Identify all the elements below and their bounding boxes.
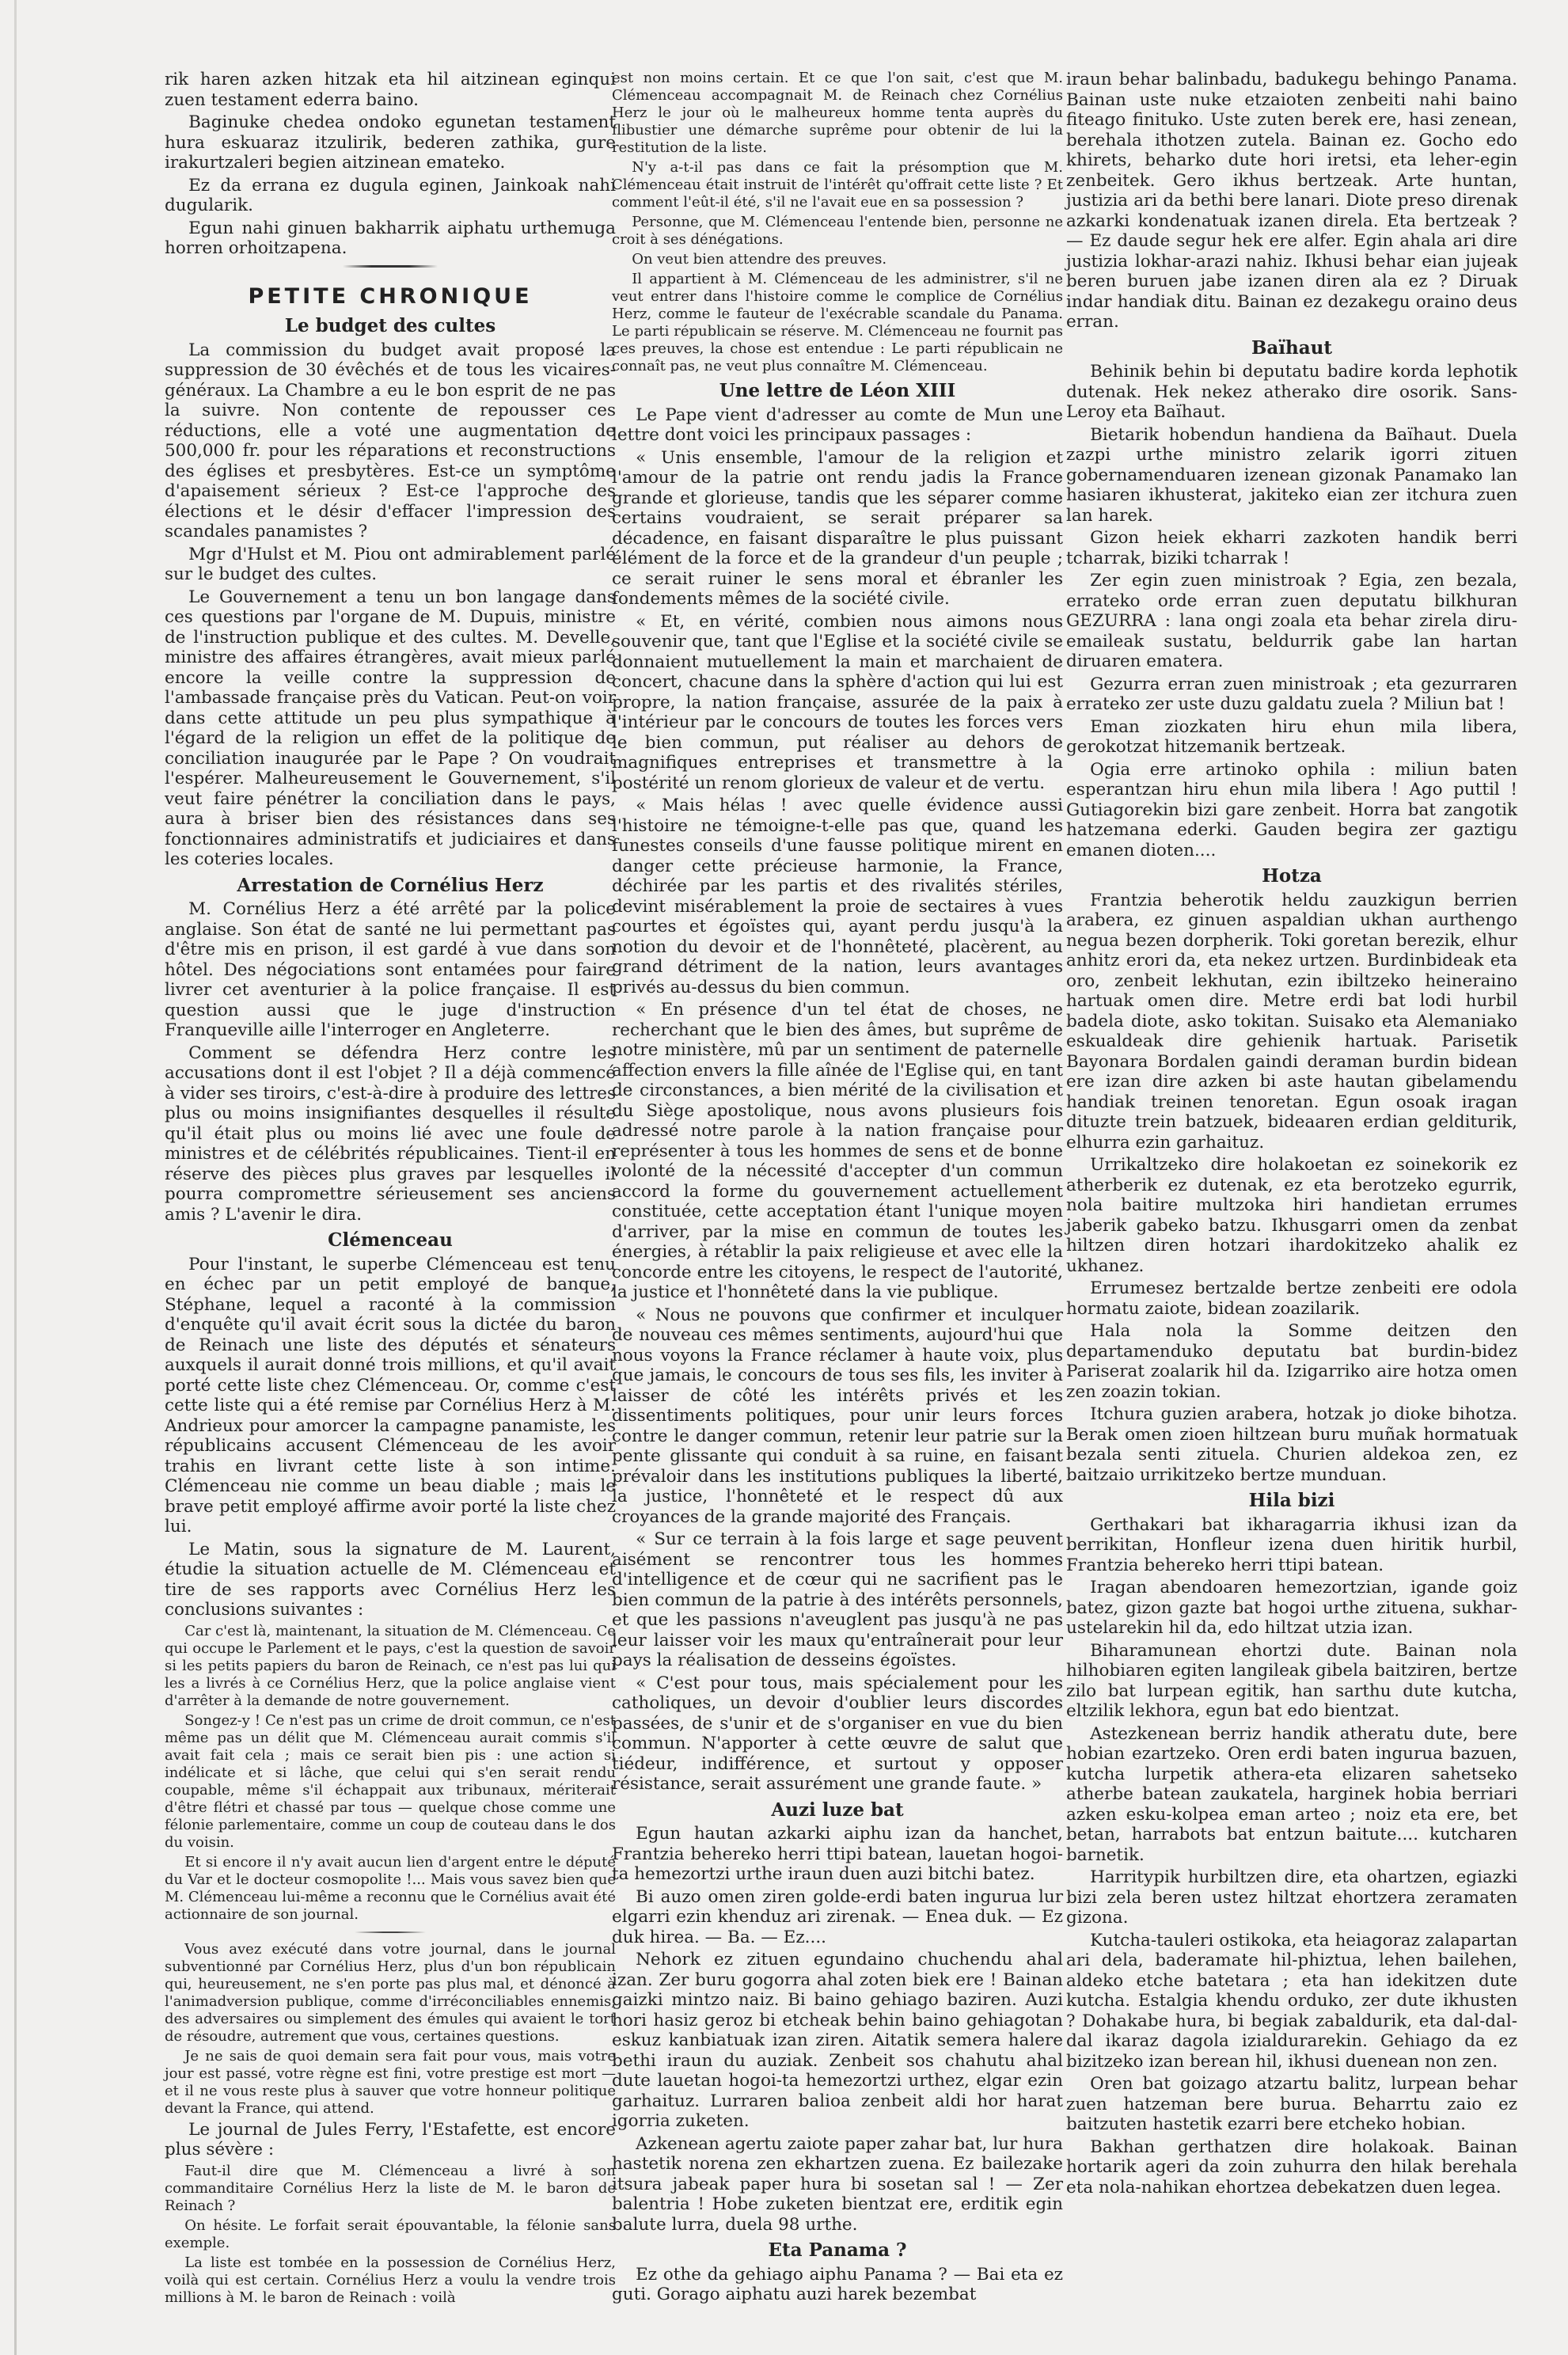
quote-paragraph: Faut-il dire que M. Clémenceau a livré à son commanditaire Cornélius Herz la liste de M. le baron de Reinach ? xyxy=(165,2162,616,2214)
paragraph: Eman ziozkaten hiru ehun mila libera, gerokotzat hitzemanik bertzeak. xyxy=(1066,716,1517,757)
article-title-hila-bizi: Hila bizi xyxy=(1248,1490,1335,1511)
quote-paragraph: Il appartient à M. Clémenceau de les administrer, s'il ne veut entrer dans l'histoire comme le complice de Cornélius Herz, comme le fauteur de l'exécrable scandale du Panama. Le parti républicain se réserve. M. Clémenceau ne fournit pas ces preuves, la chose est entendue : Le parti républicain ne connaît pas, ne veut plus connaître M. Clémenceau. xyxy=(612,271,1063,374)
article-title-baihaut: Baïhaut xyxy=(1251,336,1333,359)
paragraph: Bietarik hobendun handiena da Baïhaut. Duela zazpi urthe ministro zelarik igorri zituen gobernamenduaren izenean gizonak Panamako lan hasiaren ikhusterat, jakiteko eian zer itchura zuen lan harek. xyxy=(1066,424,1517,526)
paragraph: « Mais hélas ! avec quelle évidence aussi l'histoire ne témoigne-t-elle pas que, quand les funestes conseils d'une fausse politique mirent en danger cette précieuse harmonie, la France, déchirée par les partis et des rivalités stériles, devint misérablement la proie de sectaires à vues courtes et égoïstes qui, ayant perdu jusqu'à la notion du devoir et de l'honnêteté, placèrent, au grand détriment de la nation, leurs avantages privés au-dessus du bien commun. xyxy=(612,796,1063,997)
paragraph: « Nous ne pouvons que confirmer et inculquer de nouveau ces mêmes sentiments, aujourd'hui que nous voyons la France réclamer à haute voix, plus que jamais, le concours de tous ses fils, les inviter à laisser de côté les intérêts privés et les dissentiments politiques, pour unir leurs forces contre le danger commun, retenir leur patrie sur la pente glissante qui conduit à sa ruine, en faisant prévaloir dans les institutions publiques la liberté, la justice, l'honnêteté et le respect dû aux croyances de la grande majorité des Français. xyxy=(612,1305,1063,1527)
paragraph: Nehork ez zituen egundaino chuchendu ahal izan. Zer buru gogorra ahal zoten biek ere ! Bainan gaizki mintzo naiz. Bi baino gehiago baziren. Auzi hori hasiz geroz bi etcheak behin baino gehiagotan eskuz kanbiatuak izan ziren. Aitatik semera halere bethi iraun du auziak. Zenbeit sos chahutu ahal dute lauetan hogoi-ta hemezortzi urthez, elgar ezin garhaituz. Lurraren balioa zenbeit aldi hor harat igorria zuketen. xyxy=(612,1950,1063,2131)
paragraph: Errumesez bertzalde bertze zenbeiti ere odola hormatu zaiote, bidean zoazilarik. xyxy=(1066,1278,1517,1319)
quote-paragraph: Personne, que M. Clémenceau l'entende bien, personne ne croit à ses dénégations. xyxy=(612,214,1063,248)
paragraph: La commission du budget avait proposé la suppression de 30 évêchés et de tous les vicaires-généraux. La Chambre a eu le bon esprit de ne pas la suivre. Non contente de repousser ces réductions, elle a voté une augmentation de 500,000 fr. pour les réparations et reconstructions des églises et presbytères. Est-ce un symptôme d'apaisement sérieux ? Est-ce l'approche des élections et le désir d'effacer l'impression des scandales panamistes ? xyxy=(165,340,616,541)
paragraph: Pour l'instant, le superbe Clémenceau est tenu en échec par un petit employé de banque, Stéphane, lequel a raconté à la commission d'enquête qu'il avait écrit sous la dictée du baron de Reinach une liste des députés et sénateurs auxquels il aurait donné trois millions, et qu'il avait porté cette liste chez Clémenceau. Or, comme c'est cette liste qui a été remise par Cornélius Herz à M. Andrieux pour amorcer la campagne panamiste, les républicains accusent Clémenceau de les avoir trahis en livrant cette liste à son intime. Clémenceau nie comme un beau diable ; mais le brave petit employé affirme avoir porté la liste chez lui. xyxy=(165,1254,616,1536)
paragraph: Biharamunean ehortzi dute. Bainan nola hilhobiaren egiten langileak gibela baitziren, bertze zilo bat lurpean egitik, han sarthu dute kutcha, eltzilik lekhora, egun bat edo bientzat. xyxy=(1066,1640,1517,1721)
quote-paragraph: Je ne sais de quoi demain sera fait pour vous, mais votre jour est passé, votre règne est fini, votre prestige est mort — et il ne vous reste plus à sauver que votre honneur politique devant la France, qui attend. xyxy=(165,2047,616,2117)
quote-paragraph: Vous avez exécuté dans votre journal, dans le journal subventionné par Cornélius Herz, plus d'un bon républicain qui, heureusement, ne s'en porte pas plus mal, et dénoncé à l'animadversion publique, comme d'irréconciliables ennemis, des adversaires ou simplement des émules qui avaient le tort de résoudre, autrement que vous, certaines questions. xyxy=(165,1940,616,2045)
paragraph: Harritурik hurbiltzen dire, eta ohartzen, egiazki bizi zela beren ustez hiltzat ehortzera zeramaten gizona. xyxy=(1066,1867,1517,1928)
paragraph: Baginuke chedea ondoko egunetan testament hura eskuaraz itzulirik, bederen zathika, gure irakurtzaleri begien aitzinean emateko. xyxy=(165,112,616,173)
paragraph: Astezkenean berriz handik atheratu dute, bere hobian ezartzeko. Oren erdi baten ingurua bazuen, kutcha lurpetik athera-eta elizaren sahetsеko atherbe batean zaukatela, harginek hobia berriari azken esku-kolpea eman arteo ; noiz eta ere, bet betan, harrabots bat entzun baitute.... kutcharen barnetik. xyxy=(1066,1723,1517,1865)
article-title-budget: Le budget des cultes xyxy=(284,315,496,336)
paragraph: Bakhan gerthatzen dire holakoak. Bainan hortarik ageri da zoin zuhurra den hilak berehala eta nola-nahikan ehortzea debekatzen duen legea. xyxy=(1066,2137,1517,2197)
paragraph: Le Pape vient d'adresser au comte de Mun une lettre dont voici les principaux passages : xyxy=(612,405,1063,445)
quote-paragraph: Songez-y ! Ce n'est pas un crime de droit commun, ce n'est même pas un délit que M. Clémenceau aurait commis s'il avait fait cela ; mais ce serait bien pis : une action si indélicate et si lâche, que celui qui s'en serait rendu coupable, même s'il échappait aux tribunaux, mériterait d'être flétri et chassé par tous — quelque chose comme une félonie parlementaire, comme un coup de couteau dans le dos du voisin. xyxy=(165,1711,616,1851)
column-3 xyxy=(1066,70,1517,2200)
paragraph: Comment se défendra Herz contre les accusations dont il est l'objet ? Il a déjà commencé à vider ses tiroirs, c'est-à-dire à produire des lettres plus ou moins insignifiantes desquelles il résulte qu'il était plus ou moins lié avec une foule de ministres et de célébrités républicaines. Tient-il en réserve des pièces plus graves par lesquelles il pourra compromettre sérieusement ses anciens amis ? L'avenir le dira. xyxy=(165,1043,616,1225)
section-title-petite-chronique: PETITE CHRONIQUE xyxy=(248,283,533,309)
paragraph: « En présence d'un tel état de choses, ne recherchant que le bien des âmes, but suprême de notre ministère, mû par un sentiment de paternelle affection envers la fille aînée de l'Eglise qui, en tant de circonstances, a bien mérité de la civilisation et du Siège apostolique, nous avons plusieurs fois adressé notre parole à la nation française pour représenter à tous les hommes de sens et de bonne volonté de la nécessité d'accepter d'un commun accord la forme du gouvernement actuellement constituée, cette acceptation étant l'unique moyen d'arriver, par la mise en commun de toutes les énergies, à rétablir la paix religieuse et avec elle la concorde entre les citoyens, le respect de l'autorité, la justice et l'honnêteté dans la vie publique. xyxy=(612,1000,1063,1302)
quote-paragraph: On hésite. Le forfait serait épouvantable, la félonie sans exemple. xyxy=(165,2216,616,2251)
paragraph: Kutcha-tauleri ostikoka, eta heiagoraz zalapartan ari dela, baderamate hil-phiztua, lehen bailehen, aldeko etche batetara ; eta han idekitzen dute kutcha. Estalgia khendu orduko, zer dute ikhusten ? Dohakabe hura, bi begiak zabaldurik, eta dal-dal-dal ikaraz dagola izialdurarekin. Gehiago da ez bizitzeko izan berean hil, ikhusi duenean non zen. xyxy=(1066,1930,1517,2072)
quote-paragraph: On veut bien attendre des preuves. xyxy=(632,251,887,268)
paragraph: Ez othe da gehiago aiphu Panama ? — Bai eta ez guti. Gorago aiphatu auzi harek bezembat xyxy=(612,2264,1063,2304)
paragraph: Frantzia beherotik heldu zauzkigun berrien arabera, ez ginuen aspaldian ukhan aurthengo negua bezen dorpherik. Toki goretan berezik, elhur anhitz erori da, eta nekez urtzen. Burdinbideak eta oro, zenbeit lekhutan, ezin ibiltzeko heineraino hartuak omen dire. Metre erdi bat lodi hurbil badela diote, asko tokitan. Suisako eta Alemaniako eskualdeak dire gehienik hartuak. Parisetik Bayonara Bordalen gaindi deraman burdin bidean ere izan dire azken bi aste hautan gibelamendu handiak treinen tenoretan. Egun osoak iragan dituzte trein batzuek, bideaaren erdian gelditurik, elhurra ezin garhaituz. xyxy=(1066,890,1517,1153)
divider xyxy=(343,265,438,268)
quote-paragraph: N'y a-t-il pas dans ce fait la présomption que M. Clémenceau était instruit de l'intérêt qu'offrait cette liste ? Et comment l'eût-il été, s'il ne l'avait eue en sa possession ? xyxy=(612,159,1063,211)
paragraph: Gerthakari bat ikharagarria ikhusi izan da berrikitan, Honfleur izena duen hiritik hurbil, Frantzia behereko herri ttipi batean. xyxy=(1066,1514,1517,1575)
paragraph: Bi auzo omen ziren golde-erdi baten ingurua lur elgarri ezin khenduz ari zirenak. — Enea duk. — Ez duk hirea. — Ba. — Ez.... xyxy=(612,1886,1063,1947)
paragraph: Iragan abendoaren hemezortzian, igande goiz batez, gizon gazte bat hogoi urthe zituena, sukhar-ustelarekin hil da, edo hiltzat utzia izan. xyxy=(1066,1578,1517,1638)
paragraph: Gizon heiek ekharri zazkoten handik berri tcharrak, biziki tcharrak ! xyxy=(1066,528,1517,568)
paragraph: rik haren azken hitzak eta hil aitzinean eginqui zuen testament ederra baino. xyxy=(165,70,616,110)
paragraph: Le Gouvernement a tenu un bon langage dans ces questions par l'organe de M. Dupuis, ministre de l'instruction publique et des cultes. M. Develle, ministre des affaires étrangères, avait mieux parlé encore la veille contre la suppression de l'ambassade française près du Vatican. Peut-on voir dans cette attitude un peu plus sympathique à l'égard de la religion un effet de la politique de conciliation inaugurée par le Pape ? On voudrait l'espérer. Malheureusement le Gouvernement, s'il veut faire pénétrer la conciliation dans le pays, aura à briser bien des résistances dans ses fonctionnaires administratifs et judiciaires et dans les coteries locales. xyxy=(165,587,616,869)
paragraph: Ez da errana ez dugula eginen, Jainkoak nahi dugularik. xyxy=(165,175,616,215)
paragraph: Urrikaltzeko dire holakoetan ez soinekorik ez atherberik ez dutenak, ez eta berotzeko egurrik, nola baitire multzoka hiri handietan errumes jaberik gabeko batzu. Ikhusgarri omen da zenbat hiltzen diren hotzari ihardokitzeko ahalik ez ukhanez. xyxy=(1066,1155,1517,1276)
article-title-hotza: Hotza xyxy=(1262,865,1322,887)
paragraph: Egun hautan azkarki aiphu izan da hanchet, Frantzia behereko herri ttipi batean, lauetan hogoi-ta hemezortzi urthe iraun duen auzi bitchi batez. xyxy=(612,1824,1063,1884)
paragraph: Mgr d'Hulst et M. Piou ont admirablement parlé sur le budget des cultes. xyxy=(165,544,616,584)
paragraph: Le journal de Jules Ferry, l'Estafette, est encore plus sévère : xyxy=(165,2119,616,2159)
quote-paragraph: Et si encore il n'y avait aucun lien d'argent entre le député du Var et le docteur cosmopolite !... Mais vous savez bien que M. Clémenceau lui-même a reconnu que le Cornélius avait été actionnaire de son journal. xyxy=(165,1853,616,1923)
article-title-auzi: Auzi luze bat xyxy=(771,1799,904,1821)
column-1 xyxy=(165,70,616,2309)
paragraph: Egun nahi ginuen bakharrik aiphatu urthemuga horren orhoitzapena. xyxy=(165,218,616,258)
page-fold xyxy=(14,0,17,2355)
article-title-panama: Eta Panama ? xyxy=(768,2239,907,2261)
paragraph: Hala nola la Somme deitzen den departamenduko deputatu bat burdin-bidez Pariserat zoalarik hil da. Izigarriko aire hotza omen zen zoazin tokian. xyxy=(1066,1321,1517,1402)
article-title-herz: Arrestation de Cornélius Herz xyxy=(237,874,544,896)
article-title-leon-xiii: Une lettre de Léon XIII xyxy=(719,380,956,401)
paragraph: Le Matin, sous la signature de M. Laurent, étudie la situation actuelle de M. Clémenceau et tire de ses rapports avec Cornélius Herz les conclusions suivantes : xyxy=(165,1539,616,1620)
paragraph: Zer egin zuen ministroak ? Egia, zen bezala, errateko orde erran zuen deputatu bilkhuran GEZURRA : lana ongi zoala eta behar zirela diru-emaileak sustatu, beldurrik gabe lan hartan diruaren ematera. xyxy=(1066,571,1517,671)
paragraph: « Et, en vérité, combien nous aimons nous souvenir que, tant que l'Eglise et la société civile se donnaient mutuellement la main et marchaient de concert, chacune dans la sphère d'action qui lui est propre, la nation française, assurée de la paix à l'intérieur par le concours de toutes les forces vers le bien commun, put réaliser au dehors de magnifiques entreprises et transmettre à la postérité un renom glorieux de valeur et de vertu. xyxy=(612,611,1063,793)
paragraph: Ogia erre artinoko ophila : miliun baten esperantzan hiru ehun mila libera ! Ago puttil ! Gutiagorekin bizi gare zenbeit. Horra bat zangotik hatzemana ederki. Gauden begira zer gaztigu emanen dioten.... xyxy=(1066,759,1517,860)
article-title-clemenceau: Clémenceau xyxy=(328,1229,453,1251)
paragraph: Behinik behin bi deputatu badire korda lephotik dutenak. Hek nekez atherako dire osorik. Sans-Leroy eta Baïhaut. xyxy=(1066,362,1517,422)
paragraph: Azkenean agertu zaiote paper zahar bat, lur hura hastetik norena zen ekhartzen zuena. Ez bailezake itsura jabeak paper hura bi sosetan sal ! — Zer balentria ! Hobe zuketen bientzat ere, erditik egin balute lurra, duela 98 urthe. xyxy=(612,2133,1063,2235)
paragraph: M. Cornélius Herz a été arrêté par la police anglaise. Son état de santé ne lui permettant pas d'être mis en prison, il est gardé à vue dans son hôtel. Des négociations sont entamées pour faire livrer cet aventurier à la police française. Il est question aussi que le juge d'instruction Franqueville aille l'interroger en Angleterre. xyxy=(165,899,616,1040)
paragraph: Itchura guzien arabera, hotzak jo dioke bihotza. Berak omen zioen hiltzean buru muñak hormatuak bezala senti zituela. Churien aldekoa zen, ez baitzaio urrikitzeko bertze munduan. xyxy=(1066,1404,1517,1485)
paragraph: Oren bat goizago atzartu balitz, lurpean behar zuen hatzeman bere burua. Beharrtu zaio ez baitzuten hastetik ezarri bere etcheko hobian. xyxy=(1066,2074,1517,2134)
paragraph: « Sur ce terrain à la fois large et sage peuvent aisément se rencontrer tous les hommes d'intelligence et de cœur qui ne sacrifient pas le bien commun de la patrie à des intérêts personnels, et que les passions n'aveuglent pas jusqu'à ne pas leur laisser voir les maux qu'entraînerait pour leur pays la réalisation de desseins égoïstes. xyxy=(612,1529,1063,1670)
divider xyxy=(355,1931,426,1933)
paragraph: « C'est pour tous, mais spécialement pour les catholiques, un devoir d'oublier leurs discordes passées, de s'unir et de s'organiser en vue du bien commun. N'apporter à cette œuvre de salut que tiédeur, indifférence, et surtout y opposer résistance, serait assurément une grande faute. » xyxy=(612,1673,1063,1794)
paragraph: « Unis ensemble, l'amour de la religion et l'amour de la patrie ont rendu jadis la France grande et glorieuse, tandis que les séparer comme certains voudraient, se serait préparer sa décadence, en faisant disparaître le plus puissant élément de la force et de la grandeur d'un peuple ; ce serait ruiner le sens moral et ébranler les fondements mêmes de la société civile. xyxy=(612,447,1063,609)
paragraph: iraun behar balinbadu, badukegu behingo Panama. Bainan uste nuke etzaioten zenbeiti nahi baino fiteago finituko. Uste zuten berek ere, hasi zenean, berehala ithotzen zutela. Bainan ez. Gocho edo khirets, beharko dute hori iretsi, eta leher-egin zenbeitek. Gero ikhus bertzeak. Arte huntan, justizia ari da bethi bere lanari. Diote preso direnak azkarki kondenatuak izanen direla. Eta bertzeak ? — Ez daude segur hek ere alfer. Egin ahala ari dire justizia lokhar-arazi nahiz. Ikhusi behar eian jujeak beren buruen jabe izanen diren ala ez ? Diruak indar handiak ditu. Bainan ez dezakegu oraino deus erran. xyxy=(1066,70,1517,332)
quote-paragraph: La liste est tombée en la possession de Cornélius Herz, voilà qui est certain. Cornélius Herz a voulu la vendre trois millions à M. le baron de Reinach : voilà xyxy=(165,2254,616,2306)
paragraph: Gezurra erran zuen ministroak ; eta gezurraren errateko zer uste duzu galdatu zuela ? Miliun bat ! xyxy=(1066,674,1517,714)
quote-paragraph: Car c'est là, maintenant, la situation de M. Clémenceau. Ce qui occupe le Parlement et le pays, c'est la question de savoir si les petits papiers du baron de Reinach, ce n'est pas lui qui les a livrés à ce Cornélius Herz, que la police anglaise vient d'arrêter à la demande de notre gouvernement. xyxy=(165,1622,616,1709)
column-2 xyxy=(612,70,1063,2308)
quote-paragraph: est non moins certain. Et ce que l'on sait, c'est que M. Clémenceau accompagnait M. de Reinach chez Cornélius Herz le jour où le malheureux homme tenta auprès du flibustier une démarche suprême pour obtenir de lui la restitution de la liste. xyxy=(612,70,1063,156)
